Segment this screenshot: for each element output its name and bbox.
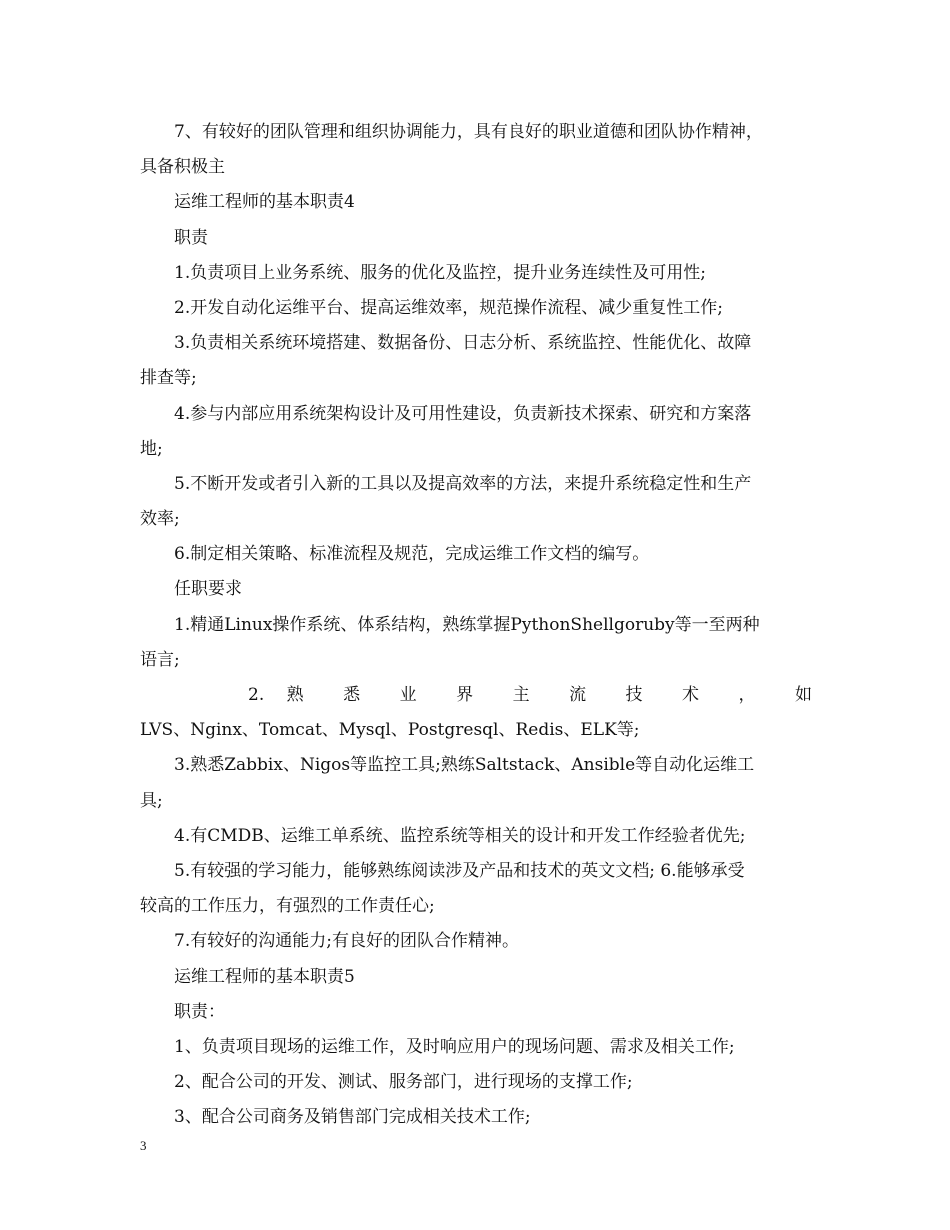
text-line: 语言;	[140, 649, 180, 670]
text-line: 4.有CMDB、运维工单系统、监控系统等相关的设计和开发工作经验者优先;	[174, 825, 746, 846]
text-line: 具;	[140, 790, 163, 811]
text-line: 6.制定相关策略、标准流程及规范，完成运维工作文档的编写。	[174, 544, 650, 565]
text-line: 职责	[174, 227, 208, 248]
text-line: 3.负责相关系统环境搭建、数据备份、日志分析、系统监控、性能优化、故障	[174, 333, 752, 354]
text-line: 具备积极主	[140, 157, 225, 178]
text-line: 7、有较好的团队管理和组织协调能力，具有良好的职业道德和团队协作精神，	[174, 122, 763, 142]
text-line: 2、配合公司的开发、测试、服务部门，进行现场的支撑工作;	[174, 1072, 633, 1093]
text-line: 较高的工作压力，有强烈的工作责任心;	[140, 896, 435, 917]
text-line: 职责：	[174, 1001, 225, 1022]
text-line: LVS、Nginx、Tomcat、Mysql、Postgresql、Redis、ELK等;	[140, 720, 640, 741]
text-line: 运维工程师的基本职责4	[174, 192, 355, 213]
text-line: 地;	[140, 438, 163, 459]
text-line: 1.负责项目上业务系统、服务的优化及监控，提升业务连续性及可用性;	[174, 262, 706, 283]
text-line: 效率;	[140, 509, 180, 530]
text-line: 3.熟悉Zabbix、Nigos等监控工具;熟练Saltstack、Ansible等自动化运维工	[174, 755, 755, 776]
text-line: 5.有较强的学习能力，能够熟练阅读涉及产品和技术的英文文档; 6.能够承受	[174, 860, 745, 881]
text-line: 2. 熟 悉 业 界 主 流 技 术 ， 如	[248, 685, 812, 705]
text-line: 排查等;	[140, 368, 197, 389]
text-line: 任职要求	[174, 579, 242, 600]
text-line: 1、负责项目现场的运维工作，及时响应用户的现场问题、需求及相关工作;	[174, 1036, 735, 1057]
text-line: 2.开发自动化运维平台、提高运维效率，规范操作流程、减少重复性工作;	[174, 297, 723, 318]
text-line: 4.参与内部应用系统架构设计及可用性建设，负责新技术探索、研究和方案落	[174, 403, 752, 424]
text-line: 运维工程师的基本职责5	[174, 966, 355, 987]
page-number: 3	[140, 1138, 147, 1153]
text-line: 5.不断开发或者引入新的工具以及提高效率的方法，来提升系统稳定性和生产	[174, 473, 752, 494]
text-line: 7.有较好的沟通能力;有良好的团队合作精神。	[174, 931, 519, 952]
text-line: 1.精通Linux操作系统、体系结构，熟练掌握PythonShellgoruby等一至两种	[174, 614, 760, 635]
document-body	[140, 115, 812, 1135]
text-line: 3、配合公司商务及销售部门完成相关技术工作;	[174, 1107, 531, 1128]
